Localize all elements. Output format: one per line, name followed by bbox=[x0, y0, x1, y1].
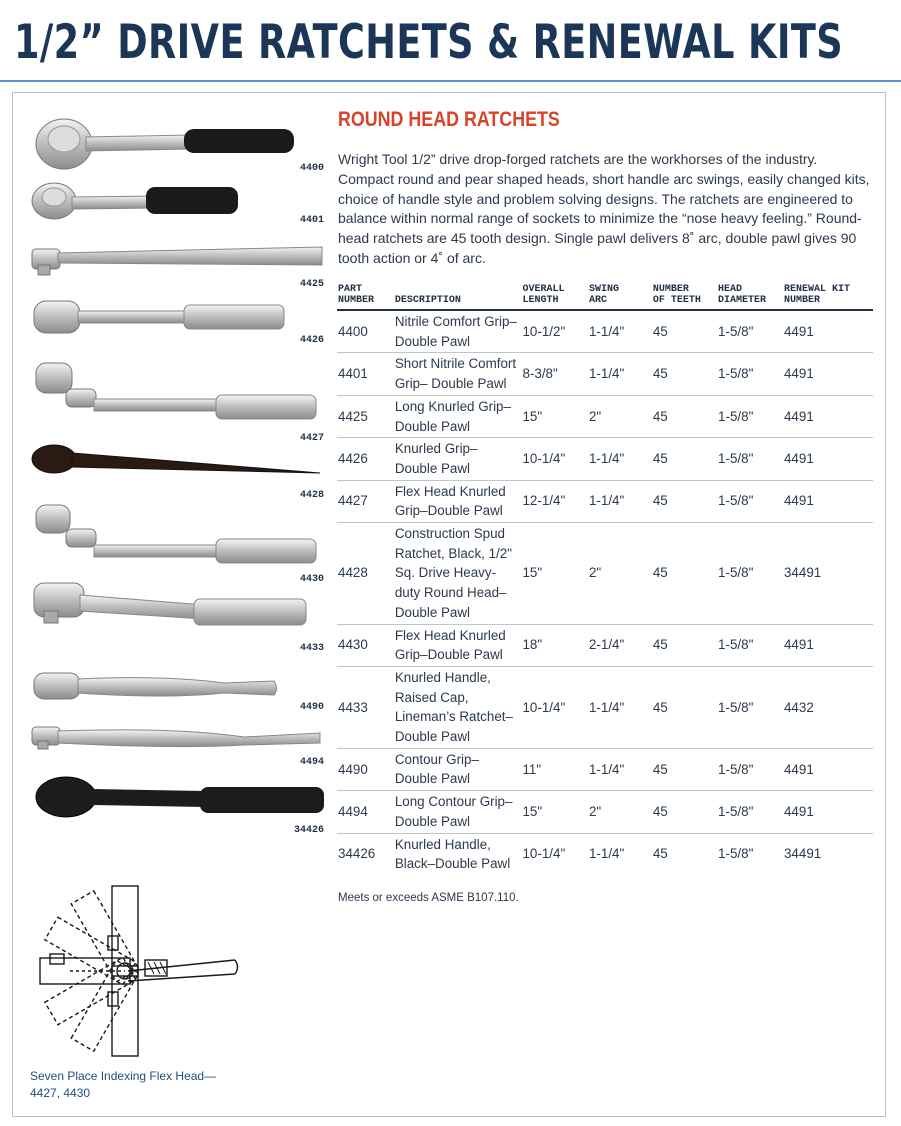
ratchet-image-4427 bbox=[24, 355, 324, 445]
renewal-kit-cell: 4491 bbox=[783, 791, 873, 833]
head-diameter-cell: 1-5/8" bbox=[717, 395, 783, 437]
tool-number: 4400 bbox=[299, 163, 324, 174]
tool-number: 4430 bbox=[299, 574, 324, 585]
head-diameter-cell: 1-5/8" bbox=[717, 480, 783, 522]
swing-arc-cell: 1-1/4" bbox=[588, 748, 652, 790]
swing-arc-cell: 1-1/4" bbox=[588, 310, 652, 353]
swing-arc-cell: 2-1/4" bbox=[588, 624, 652, 666]
part-number-cell: 4400 bbox=[337, 310, 394, 353]
renewal-kit-cell: 4491 bbox=[783, 395, 873, 437]
description-cell: Construction Spud Ratchet, Black, 1/2" Sq. Drive Heavy-duty Round Head–Double Pawl bbox=[394, 523, 522, 625]
length-cell: 10-1/4" bbox=[522, 846, 566, 862]
title-rule bbox=[0, 80, 901, 82]
part-number-cell: 4428 bbox=[337, 523, 394, 625]
footnote: Meets or exceeds ASME B107.110. bbox=[338, 892, 519, 904]
length-cell: 10-1/4" bbox=[521, 666, 588, 748]
column-header-head-diameter: HEAD DIAMETER bbox=[717, 284, 783, 310]
table-row bbox=[337, 438, 873, 480]
renewal-kit-cell: 34491 bbox=[783, 523, 873, 625]
swing-arc-cell: 1-1/4" bbox=[588, 438, 652, 480]
swing-arc-cell: 1-1/4" bbox=[588, 666, 652, 748]
swing-arc-cell: 2" bbox=[588, 523, 652, 625]
head-diameter-cell: 1-5/8" bbox=[717, 666, 783, 748]
teeth-cell: 45 bbox=[652, 666, 717, 748]
description-cell: Nitrile Comfort Grip–Double Pawl bbox=[394, 310, 522, 353]
table-row bbox=[337, 791, 873, 833]
table-row bbox=[337, 480, 873, 522]
section-title: ROUND HEAD RATCHETS bbox=[338, 108, 560, 131]
ratchet-image-4401 bbox=[24, 179, 324, 239]
part-number-cell: 4425 bbox=[337, 395, 394, 437]
length-cell: 8-3/8" bbox=[521, 353, 588, 395]
teeth-cell: 45 bbox=[652, 523, 717, 625]
tool-number: 34426 bbox=[293, 825, 324, 836]
renewal-kit-cell: 4432 bbox=[783, 666, 873, 748]
column-header-swing-arc: SWING ARC bbox=[588, 284, 652, 310]
ratchet-images bbox=[24, 105, 324, 845]
renewal-kit-cell: 4491 bbox=[783, 480, 873, 522]
head-diameter-cell: 1-5/8" bbox=[717, 748, 783, 790]
teeth-cell: 45 bbox=[652, 846, 668, 862]
teeth-cell: 45 bbox=[652, 480, 717, 522]
ratchet-image-4490 bbox=[24, 665, 324, 715]
teeth-cell: 45 bbox=[652, 310, 717, 353]
column-header-number-of-teeth: NUMBER OF TEETH bbox=[652, 284, 717, 310]
column-header-part-number: PART NUMBER bbox=[337, 284, 394, 310]
ratchet-image-34426 bbox=[24, 771, 324, 839]
teeth-cell: 45 bbox=[652, 353, 717, 395]
tool-number: 4428 bbox=[299, 490, 324, 501]
head-diameter-cell: 1-5/8" bbox=[717, 624, 783, 666]
flex-head-diagram bbox=[30, 876, 240, 1062]
part-number-cell: 4430 bbox=[337, 624, 394, 666]
intro-paragraph: Wright Tool 1/2” drive drop-forged ratchets are the workhorses of the industry. Compact round and pear shaped heads, short handle arc swings, easily changed kits, choice of handle style and problem solving designs. The ratchets are engineered to balance within normal range of sockets to minimize the “nose heavy feeling.” Round-head ratchets are 45 tooth design. Single pawl delivers 8˚ arc, double pawl gives 90 tooth action or 4˚ of arc. bbox=[338, 151, 870, 266]
ratchet-image-4428 bbox=[24, 441, 324, 501]
length-cell: 11" bbox=[521, 748, 588, 790]
tool-number: 4490 bbox=[299, 702, 324, 713]
head-diameter-cell: 1-5/8" bbox=[717, 791, 783, 833]
part-number-cell: 4433 bbox=[337, 666, 394, 748]
length-cell: 15" bbox=[521, 523, 588, 625]
description-cell: Contour Grip– Double Pawl bbox=[394, 748, 522, 790]
table-row bbox=[337, 310, 873, 353]
ratchet-image-4426 bbox=[24, 295, 324, 351]
swing-arc-cell: 1-1/4" bbox=[588, 846, 625, 862]
description-cell: Knurled Handle, Raised Cap, Lineman’s Ratchet– Double Pawl bbox=[394, 666, 522, 748]
length-cell: 15" bbox=[521, 791, 588, 833]
part-number-cell: 4427 bbox=[337, 480, 394, 522]
tool-number: 4433 bbox=[299, 643, 324, 654]
renewal-kit-cell: 4491 bbox=[783, 748, 873, 790]
renewal-kit-cell: 4491 bbox=[783, 624, 873, 666]
head-diameter-cell: 1-5/8" bbox=[717, 523, 783, 625]
table-row bbox=[337, 624, 873, 666]
ratchet-image-4433 bbox=[24, 575, 324, 655]
table-row bbox=[337, 353, 873, 395]
swing-arc-cell: 1-1/4" bbox=[588, 480, 652, 522]
ratchet-image-4400 bbox=[24, 115, 324, 175]
description-cell: Knurled Handle, Black–Double Pawl bbox=[394, 836, 511, 872]
teeth-cell: 45 bbox=[652, 438, 717, 480]
tool-number: 4425 bbox=[299, 279, 324, 290]
length-cell: 18" bbox=[521, 624, 588, 666]
part-number-cell: 4401 bbox=[337, 353, 394, 395]
head-diameter-cell: 1-5/8" bbox=[717, 438, 783, 480]
specs-table bbox=[337, 284, 873, 875]
head-diameter-cell: 1-5/8" bbox=[717, 310, 783, 353]
table-row bbox=[337, 748, 873, 790]
renewal-kit-cell: 4491 bbox=[783, 438, 873, 480]
length-cell: 12-1/4" bbox=[521, 480, 588, 522]
tool-number: 4401 bbox=[299, 215, 324, 226]
renewal-kit-cell: 4491 bbox=[783, 310, 873, 353]
head-diameter-cell: 1-5/8" bbox=[717, 353, 783, 395]
swing-arc-cell: 1-1/4" bbox=[588, 353, 652, 395]
teeth-cell: 45 bbox=[652, 624, 717, 666]
head-diameter-cell: 1-5/8" bbox=[718, 846, 754, 862]
length-cell: 10-1/2" bbox=[521, 310, 588, 353]
description-cell: Long Contour Grip–Double Pawl bbox=[394, 791, 522, 833]
table-row bbox=[337, 395, 873, 437]
table-row bbox=[337, 666, 873, 748]
page-title: 1/2” DRIVE RATCHETS & RENEWAL KITS bbox=[14, 15, 844, 70]
teeth-cell: 45 bbox=[652, 791, 717, 833]
tool-number: 4427 bbox=[299, 433, 324, 444]
part-number-cell: 4494 bbox=[337, 791, 394, 833]
table-row bbox=[337, 833, 873, 875]
tool-number: 4426 bbox=[299, 335, 324, 346]
length-cell: 10-1/4" bbox=[521, 438, 588, 480]
table-header-row bbox=[337, 284, 873, 310]
table-row bbox=[337, 523, 873, 625]
column-header-description: DESCRIPTION bbox=[394, 284, 522, 310]
teeth-cell: 45 bbox=[652, 395, 717, 437]
swing-arc-cell: 2" bbox=[588, 395, 652, 437]
tool-number: 4494 bbox=[299, 757, 324, 768]
part-number-cell: 34426 bbox=[338, 846, 376, 862]
teeth-cell: 45 bbox=[652, 748, 717, 790]
part-number-cell: 4426 bbox=[337, 438, 394, 480]
swing-arc-cell: 2" bbox=[588, 791, 652, 833]
part-number-cell: 4490 bbox=[337, 748, 394, 790]
ratchet-image-4494 bbox=[24, 721, 324, 771]
diagram-caption: Seven Place Indexing Flex Head—4427, 4430 bbox=[30, 1069, 217, 1100]
description-cell: Flex Head Knurled Grip–Double Pawl bbox=[394, 624, 522, 666]
column-header-overall-length: OVERALL LENGTH bbox=[521, 284, 588, 310]
ratchet-image-4425 bbox=[24, 239, 324, 295]
description-cell: Knurled Grip– Double Pawl bbox=[394, 438, 522, 480]
description-cell: Short Nitrile Comfort Grip– Double Pawl bbox=[394, 353, 522, 395]
length-cell: 15" bbox=[521, 395, 588, 437]
renewal-kit-cell: 34491 bbox=[783, 846, 822, 862]
description-cell: Long Knurled Grip– Double Pawl bbox=[394, 395, 522, 437]
description-cell: Flex Head Knurled Grip–Double Pawl bbox=[394, 480, 522, 522]
column-header-renewal-kit: RENEWAL KIT NUMBER bbox=[783, 284, 873, 310]
renewal-kit-cell: 4491 bbox=[783, 353, 873, 395]
